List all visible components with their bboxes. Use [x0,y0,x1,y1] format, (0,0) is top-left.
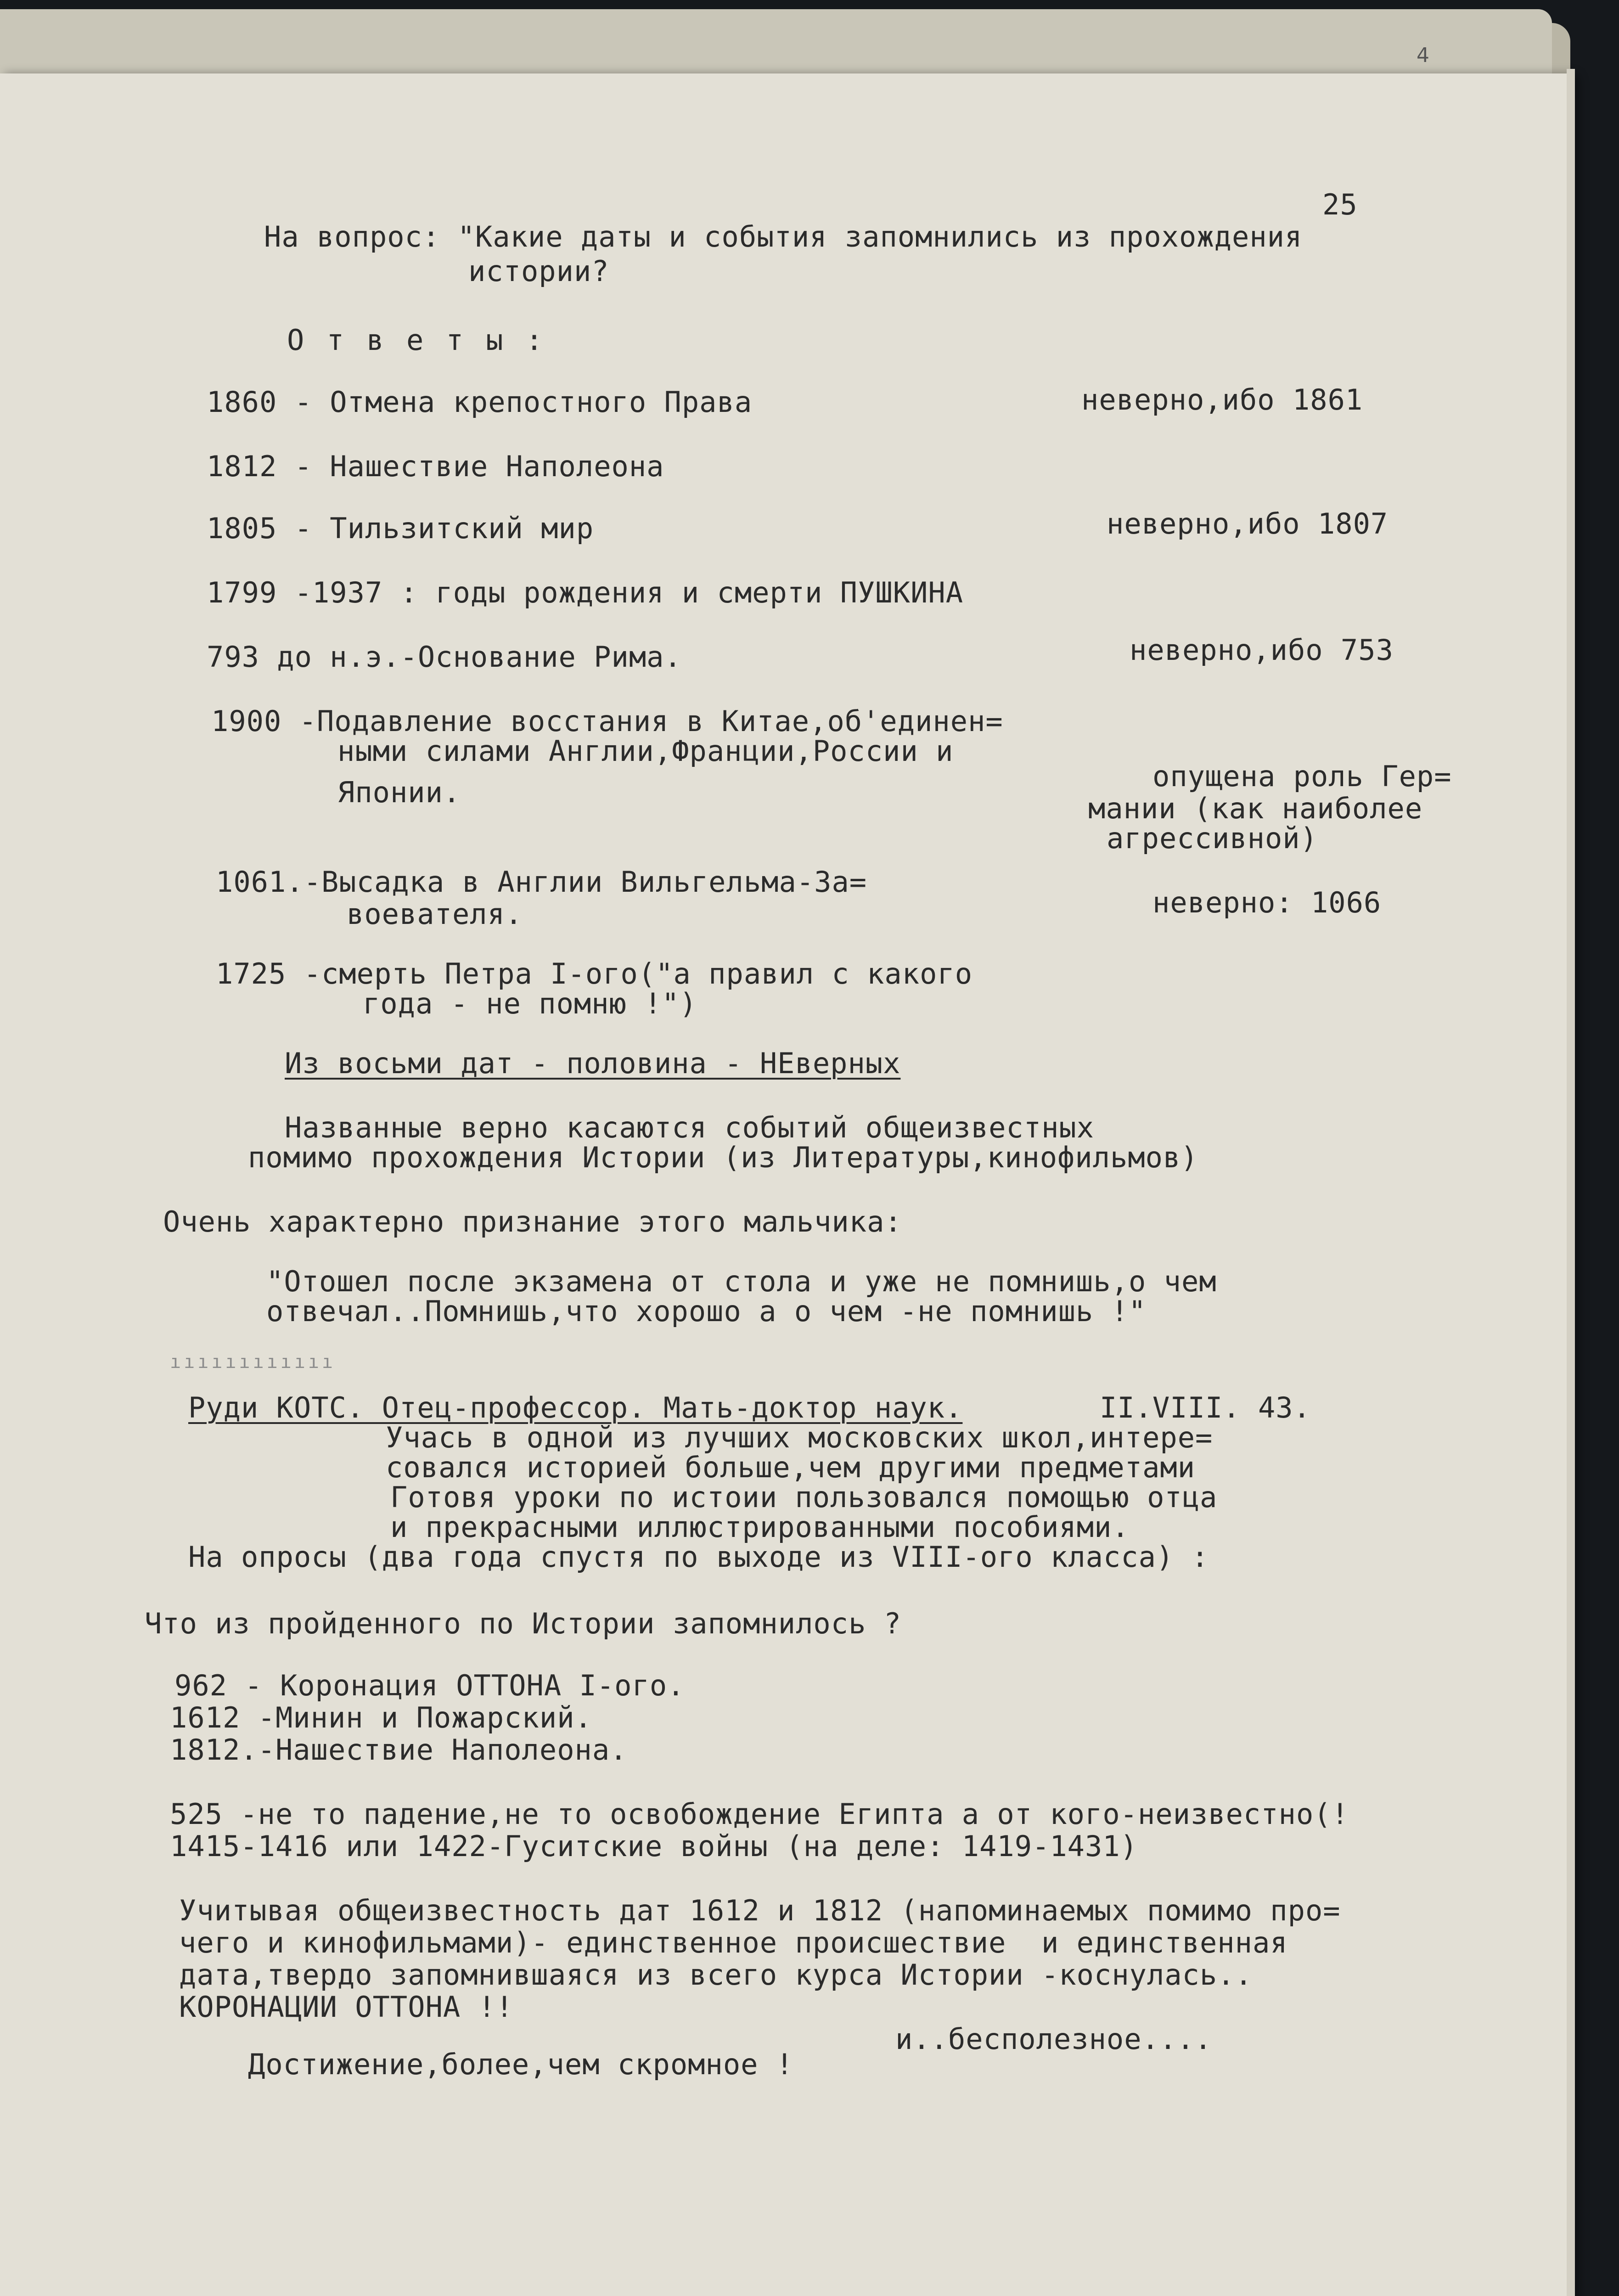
answer-6-note-3: агрессивной) [1107,822,1318,855]
boy-quote-2: отвечал..Помнишь,что хорошо а о чем -не помнишь !" [266,1294,1147,1328]
answer-3: 1805 - Тильзитский мир [207,512,594,545]
answer-7-note: неверно: 1066 [1152,886,1382,919]
answers-header: О т в е т ы : [287,323,546,357]
answer-2: 1812 - Нашествие Наполеона [207,450,664,483]
rudi-date: II.VIII. 43. [1100,1391,1311,1424]
summary-text-1: Названные верно касаются событий общеизвестных [285,1111,1095,1144]
answer-5: 793 до н.э.-Основание Рима. [207,640,682,674]
conclusion-1: Учитывая общеизвестность дат 1612 и 1812 (напоминаемых помимо про= [179,1894,1341,1927]
rudi-text-1: Учась в одной из лучших московских школ,интере= [386,1421,1213,1454]
answer-6-note-1: опущена роль Гер= [1152,760,1452,793]
rudi-text-5: На опросы (два года спустя по выходе из VIII-ого класса) : [188,1540,1209,1574]
rudi-question: Что из пройденного по Истории запомнилось ? [145,1607,902,1640]
rudi-text-3: Готовя уроки по истоии пользовался помощью отца [390,1480,1218,1514]
answer-5-note: неверно,ибо 753 [1130,633,1394,667]
dotted-separator: ıııııııııııı [170,1351,336,1373]
conclusion-2: чего и кинофильмами)- единственное происшествие и единственная [179,1926,1288,1959]
rudi-answer-3: 1812.-Нашествие Наполеона. [170,1733,628,1767]
answer-7-line-2: воевателя. [347,897,523,931]
conclusion-6: и..бесполезное.... [895,2022,1212,2056]
answer-3-note: неверно,ибо 1807 [1107,507,1389,540]
rudi-answer-5: 1415-1416 или 1422-Гуситские войны (на деле: 1419-1431) [170,1829,1138,1863]
question-line-1: На вопрос: "Какие даты и события запомнились из прохождения [264,220,1303,253]
page-number: 25 [1322,188,1358,221]
rudi-text-4: и прекрасными иллюстрированными пособиями. [390,1510,1130,1544]
answer-7-line-1: 1061.-Высадка в Англии Вильгельма-За= [216,865,867,899]
boy-quote-intro: Очень характерно признание этого мальчика: [163,1205,902,1238]
rudi-text-2: совался историей больше,чем другими предметами [386,1451,1196,1484]
conclusion-4: КОРОНАЦИИ ОТТОНА !! [179,1990,514,2024]
answer-6-line-1: 1900 -Подавление восстания в Китае,об'единен= [211,704,1003,738]
answer-8-line-1: 1725 -смерть Петра I-ого("а правил с какого [216,957,973,990]
rudi-heading: Руди КОТС. Отец-профессор. Мать-доктор наук. [188,1391,963,1424]
rudi-answer-1: 962 - Коронация ОТТОНА I-ого. [174,1669,685,1702]
answer-4: 1799 -1937 : годы рождения и смерти ПУШКИНА [207,576,964,609]
answer-6-line-2: ными силами Англии,Франции,России и [337,734,954,768]
rudi-answer-2: 1612 -Минин и Пожарский. [170,1701,592,1734]
rudi-answer-4: 525 -не то падение,не то освобождение Египта а от кого-неизвестно(! [170,1797,1349,1831]
conclusion-3: дата,твердо запомнившаяся из всего курса Истории -коснулась.. [179,1958,1253,1992]
conclusion-5: Достижение,более,чем скромное ! [248,2048,794,2081]
page-edge [1567,69,1575,2296]
answer-8-line-2: года - не помню !") [363,987,697,1020]
answer-6-line-3: Японии. [337,776,461,809]
corner-mark: 4 [1417,44,1429,67]
answer-1-note: неверно,ибо 1861 [1081,383,1363,416]
question-line-2: истории? [468,254,609,288]
summary-line: Из восьми дат - половина - НЕверных [285,1047,901,1080]
answer-6-note-2: мании (как наиболее [1088,792,1423,825]
answer-1: 1860 - Отмена крепостного Права [207,385,753,419]
boy-quote-1: "Отошел после экзамена от стола и уже не помнишь,о чем [266,1265,1217,1298]
summary-text-2: помимо прохождения Истории (из Литературы,кинофильмов) [248,1141,1198,1174]
